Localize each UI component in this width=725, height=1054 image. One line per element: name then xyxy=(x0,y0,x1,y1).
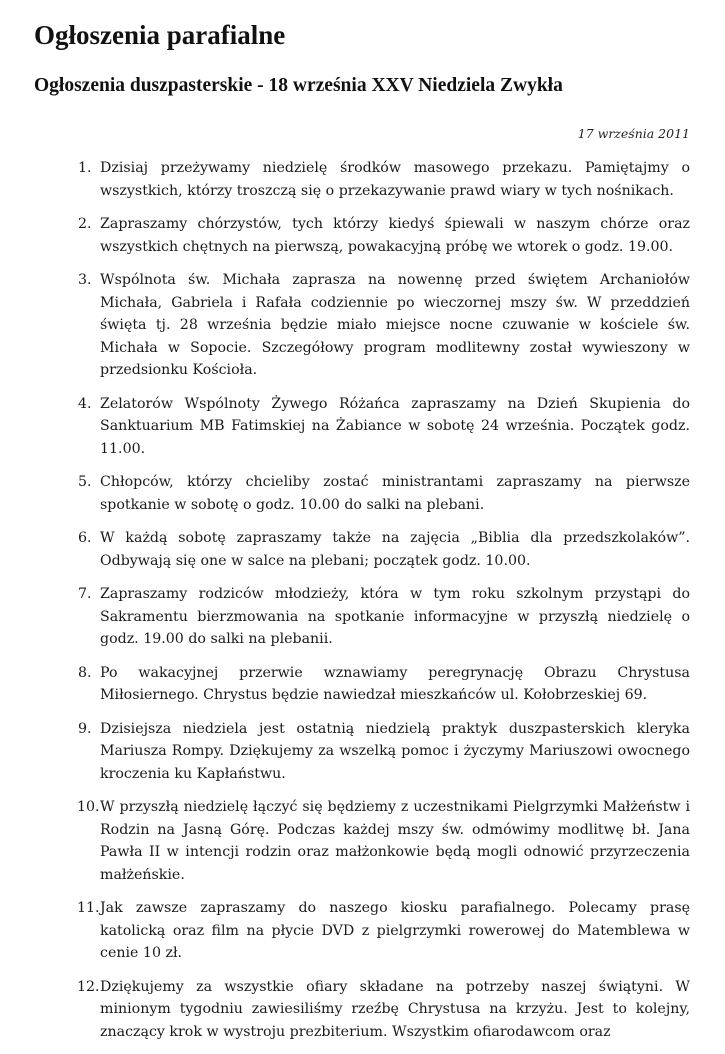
list-item xyxy=(0,269,725,382)
item-number: 11. xyxy=(77,900,100,916)
list-item xyxy=(0,796,725,886)
page-title: Ogłoszenia parafialne xyxy=(34,20,286,50)
item-number: 9. xyxy=(78,720,92,737)
item-number: 6. xyxy=(78,530,92,546)
list-item xyxy=(0,157,725,202)
item-text: Dziękujemy za wszystkie ofiary składane na potrzeby naszej świątyni. W minionym tygodniu zawiesiliśmy rzeźbę Chrystusa na krzyżu. Jest to kolejny, znaczący krok w wystroju prezbiterium. Wszystkim ofiarodawcom oraz xyxy=(100,978,690,1040)
item-number: 12. xyxy=(77,978,100,995)
list-item xyxy=(0,583,725,651)
item-number: 10. xyxy=(77,799,100,815)
item-number: 1. xyxy=(78,160,92,176)
post-title: Ogłoszenia duszpasterskie - 18 września XXV Niedziela Zwykła xyxy=(34,75,563,96)
item-number: 4. xyxy=(78,395,92,412)
list-item xyxy=(0,471,725,516)
list-item xyxy=(0,718,725,786)
item-number: 8. xyxy=(78,664,92,681)
item-text: Dzisiejsza niedziela jest ostatnią niedzielą praktyk duszpasterskich kleryka Mariusza Rompy. Dziękujemy za wszelką pomoc i życzymy Mariuszowi owocnego kroczenia ku Kapłaństwu. xyxy=(100,720,690,782)
item-text: Wspólnota św. Michała zaprasza na nowennę przed świętem Archaniołów Michała, Gabriela i Rafała codziennie po wieczornej mszy św. W przeddzień święta tj. 28 września będzie miało miejsce nocne czuwanie w kościele św. Michała w Sopocie. Szczegółowy program modlitewny został wywieszony w przedsionku Kościoła. xyxy=(100,272,690,378)
item-text: W przyszłą niedzielę łączyć się będziemy z uczestnikami Pielgrzymki Małżeństw i Rodzin na Jasną Górę. Podczas każdej mszy św. odmówimy modlitwę bł. Jana Pawła II w intencji rodzin oraz małżonkowie będą mogli odnowić przyrzeczenia małżeńskie. xyxy=(100,799,690,883)
item-text: W każdą sobotę zapraszamy także na zajęcia „Biblia dla przedszkolaków”. Odbywają się one w salce na plebani; początek godz. 10.00. xyxy=(100,530,690,569)
item-number: 2. xyxy=(78,216,92,232)
item-text: Zapraszamy chórzystów, tych którzy kiedyś śpiewali w naszym chórze oraz wszystkich chętnych na pierwszą, powakacyjną próbę we wtorek o godz. 19.00. xyxy=(100,216,690,255)
list-item xyxy=(0,527,725,572)
item-text: Zapraszamy rodziców młodzieży, która w tym roku szkolnym przystąpi do Sakramentu bierzmowania na spotkanie informacyjne w przyszłą niedzielę o godz. 19.00 do salki na plebanii. xyxy=(100,586,690,647)
item-text: Jak zawsze zapraszamy do naszego kiosku parafialnego. Polecamy prasę katolicką oraz film na płycie DVD z pielgrzymki rowerowej do Matemblewa w cenie 10 zł. xyxy=(100,900,690,961)
list-item xyxy=(0,662,725,707)
item-number: 5. xyxy=(78,474,92,490)
item-number: 3. xyxy=(78,272,92,288)
item-number: 7. xyxy=(78,586,92,602)
announcements-list xyxy=(0,157,725,1054)
list-item xyxy=(0,213,725,258)
list-item xyxy=(0,976,725,1044)
post-date: 17 września 2011 xyxy=(577,126,690,141)
item-text: Zelatorów Wspólnoty Żywego Różańca zapraszamy na Dzień Skupienia do Sanktuarium MB Fatimskiej na Żabiance w sobotę 24 września. Początek godz. 11.00. xyxy=(100,395,690,457)
item-text: Chłopców, którzy chcieliby zostać ministrantami zapraszamy na pierwsze spotkanie w sobotę o godz. 10.00 do salki na plebani. xyxy=(100,474,690,513)
list-item xyxy=(0,897,725,965)
item-text: Dzisiaj przeżywamy niedzielę środków masowego przekazu. Pamiętajmy o wszystkich, którzy troszczą się o przekazywanie prawd wiary w tych nośnikach. xyxy=(100,160,690,199)
list-item xyxy=(0,393,725,461)
item-text: Po wakacyjnej przerwie wznawiamy peregrynację Obrazu Chrystusa Miłosiernego. Chrystus będzie nawiedzał mieszkańców ul. Kołobrzeskiej 69. xyxy=(100,664,690,703)
